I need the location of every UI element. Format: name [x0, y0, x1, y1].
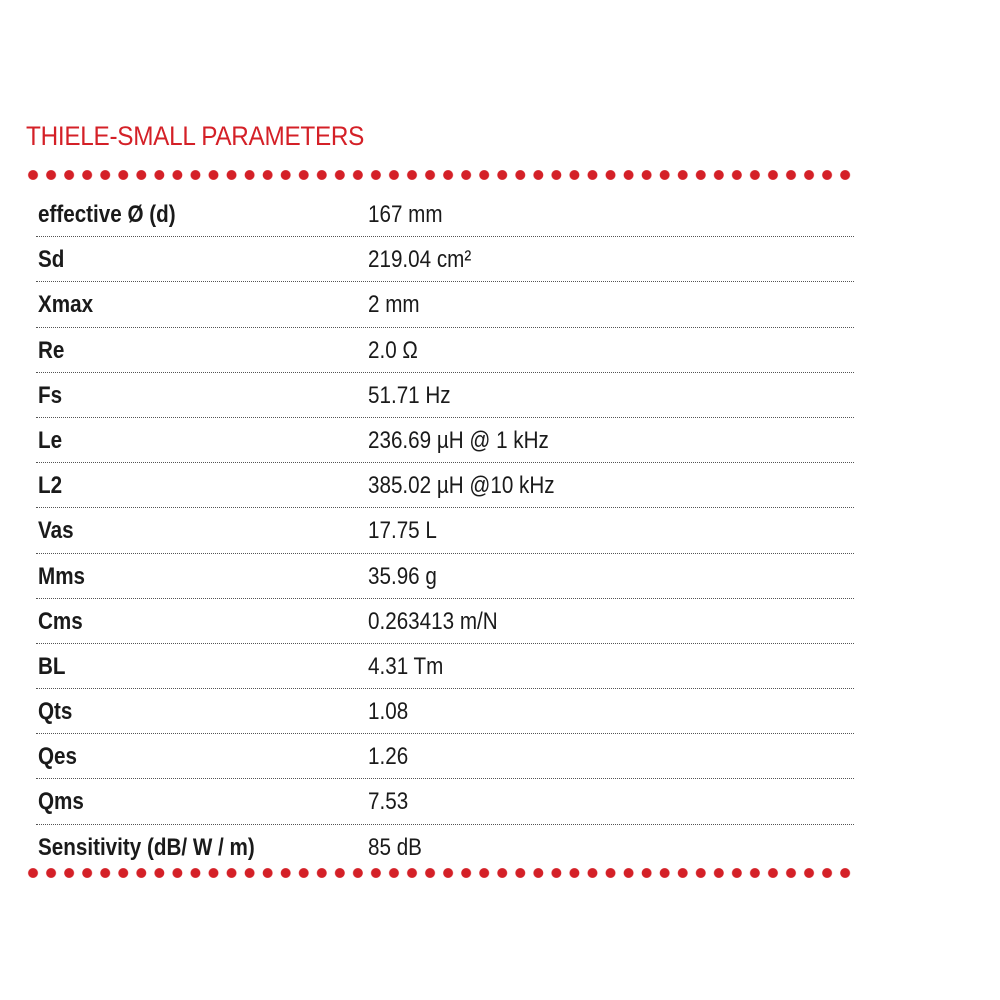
param-label: Le [38, 426, 63, 454]
table-row [36, 599, 854, 644]
param-value: 51.71 Hz [368, 381, 451, 409]
table-row [36, 508, 854, 553]
param-value: 236.69 µH @ 1 kHz [368, 426, 549, 454]
table-row [36, 644, 854, 689]
param-value: 167 mm [368, 201, 443, 228]
param-label: Xmax [38, 291, 94, 319]
param-label: L2 [38, 472, 63, 500]
param-label: Re [38, 336, 65, 364]
param-value: 4.31 Tm [368, 652, 444, 680]
table-row [36, 237, 854, 282]
param-value: 2.0 Ω [368, 336, 418, 364]
table-row [36, 418, 854, 463]
param-value: 385.02 µH @10 kHz [368, 472, 555, 500]
param-label: Sd [38, 246, 65, 274]
param-value: 219.04 cm² [368, 246, 472, 274]
table-row [36, 373, 854, 418]
table-row [36, 463, 854, 508]
param-value: 0.263413 m/N [368, 607, 498, 635]
parameters-table [36, 192, 854, 870]
param-label: effective Ø (d) [38, 201, 176, 228]
param-label: Mms [38, 562, 86, 590]
param-label: Cms [38, 607, 83, 635]
param-label: Sensitivity (dB/ W / m) [38, 833, 255, 861]
table-row [36, 734, 854, 779]
param-label: Fs [38, 381, 63, 409]
param-value: 85 dB [368, 833, 422, 861]
table-row [36, 554, 854, 599]
param-value: 17.75 L [368, 517, 437, 545]
table-row [36, 328, 854, 373]
table-row [36, 779, 854, 824]
param-label: Qms [38, 788, 84, 816]
param-label: Qts [38, 698, 73, 726]
param-value: 7.53 [368, 788, 409, 816]
table-row [36, 689, 854, 734]
dotted-divider-top [24, 168, 856, 182]
param-label: Vas [38, 517, 74, 545]
param-value: 2 mm [368, 291, 420, 319]
dotted-divider-bottom [24, 866, 856, 880]
param-value: 35.96 g [368, 562, 437, 590]
param-label: Qes [38, 743, 78, 771]
param-value: 1.26 [368, 743, 409, 771]
table-row [36, 282, 854, 327]
table-row [36, 825, 854, 870]
section-title: THIELE-SMALL PARAMETERS [26, 121, 365, 151]
param-value: 1.08 [368, 698, 409, 726]
param-label: BL [38, 652, 66, 680]
table-row [36, 192, 854, 237]
